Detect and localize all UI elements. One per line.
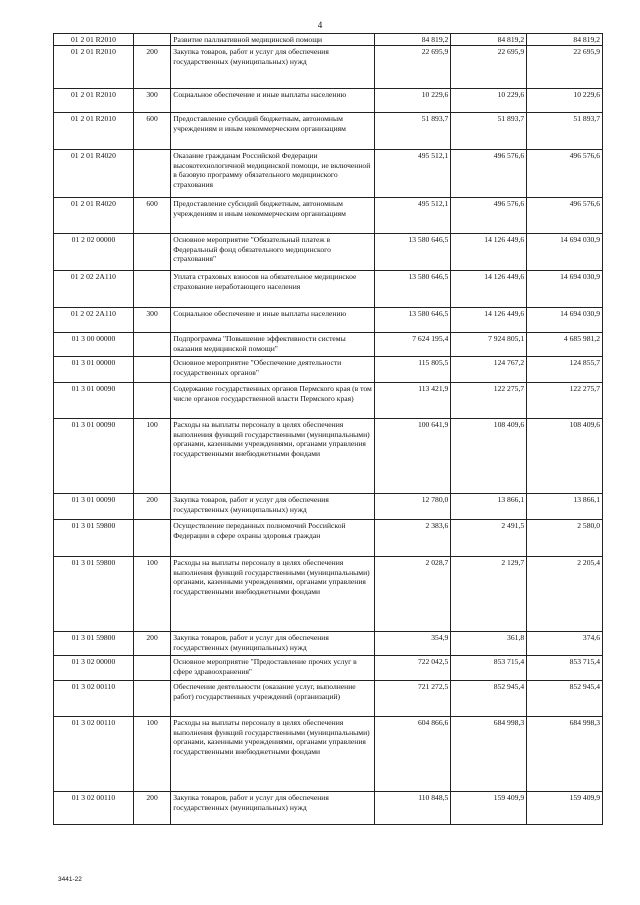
row-amount-2: 122 275,7 (451, 383, 527, 419)
row-code: 01 3 02 00110 (54, 681, 134, 717)
row-amount-2: 10 229,6 (451, 89, 527, 113)
row-amount-2: 124 767,2 (451, 357, 527, 383)
row-code: 01 3 02 00110 (54, 792, 134, 825)
row-name: Закупка товаров, работ и услуг для обеспечения государственных (муниципальных) нужд (171, 46, 375, 89)
table-row (54, 333, 603, 357)
table-row (54, 271, 603, 308)
row-amount-3: 853 715,4 (527, 656, 603, 681)
row-amount-2: 13 866,1 (451, 494, 527, 520)
row-name: Социальное обеспечение и иные выплаты населению (171, 89, 375, 113)
row-expense-type: 600 (133, 198, 170, 234)
row-amount-3: 496 576,6 (527, 198, 603, 234)
row-code: 01 3 01 00000 (54, 357, 134, 383)
row-expense-type (133, 681, 170, 717)
row-amount-1: 354,9 (375, 632, 451, 656)
row-amount-2: 852 945,4 (451, 681, 527, 717)
row-amount-3: 13 866,1 (527, 494, 603, 520)
row-amount-2: 84 819,2 (451, 34, 527, 46)
row-expense-type (133, 656, 170, 681)
row-amount-1: 7 624 195,4 (375, 333, 451, 357)
row-amount-2: 14 126 449,6 (451, 308, 527, 333)
row-code: 01 3 01 59800 (54, 520, 134, 557)
row-code: 01 3 01 59800 (54, 632, 134, 656)
table-row (54, 632, 603, 656)
row-name: Расходы на выплаты персоналу в целях обеспечения выполнения функций государственными (муниципальными) органами, казенными учреждениями, органами управления государственными внебюджетными фондами (171, 557, 375, 632)
row-expense-type: 100 (133, 419, 170, 494)
row-amount-3: 2 205,4 (527, 557, 603, 632)
row-amount-3: 374,6 (527, 632, 603, 656)
row-name: Основное мероприятие "Предоставление прочих услуг в сфере здравоохранения" (171, 656, 375, 681)
row-amount-3: 84 819,2 (527, 34, 603, 46)
row-code: 01 3 02 00000 (54, 656, 134, 681)
row-code: 01 3 02 00110 (54, 717, 134, 792)
table-row (54, 419, 603, 494)
table-row (54, 520, 603, 557)
row-amount-1: 12 780,0 (375, 494, 451, 520)
row-amount-3: 4 685 981,2 (527, 333, 603, 357)
row-code: 01 2 01 R2010 (54, 89, 134, 113)
row-amount-1: 115 805,5 (375, 357, 451, 383)
table-row (54, 198, 603, 234)
row-code: 01 2 02 2А110 (54, 271, 134, 308)
row-expense-type: 300 (133, 89, 170, 113)
row-expense-type: 200 (133, 494, 170, 520)
row-amount-3: 852 945,4 (527, 681, 603, 717)
row-name: Оказание гражданам Российской Федерации высокотехнологичной медицинской помощи, не включенной в базовую программу обязательного медицинского страхования (171, 150, 375, 198)
row-amount-2: 361,8 (451, 632, 527, 656)
row-code: 01 3 01 00090 (54, 494, 134, 520)
table-row (54, 46, 603, 89)
budget-table-body (54, 34, 603, 825)
table-row (54, 717, 603, 792)
table-row (54, 656, 603, 681)
row-amount-2: 2 491,5 (451, 520, 527, 557)
row-amount-1: 113 421,9 (375, 383, 451, 419)
row-name: Предоставление субсидий бюджетным, автономным учреждениям и иным некоммерческим организациям (171, 198, 375, 234)
row-amount-3: 10 229,6 (527, 89, 603, 113)
row-amount-1: 110 848,5 (375, 792, 451, 825)
row-amount-3: 122 275,7 (527, 383, 603, 419)
row-amount-3: 159 409,9 (527, 792, 603, 825)
row-amount-2: 159 409,9 (451, 792, 527, 825)
row-amount-3: 2 580,0 (527, 520, 603, 557)
row-expense-type: 200 (133, 632, 170, 656)
row-code: 01 2 02 2А110 (54, 308, 134, 333)
row-expense-type: 300 (133, 308, 170, 333)
row-expense-type (133, 520, 170, 557)
row-code: 01 2 01 R4020 (54, 198, 134, 234)
row-expense-type (133, 234, 170, 271)
row-amount-2: 22 695,9 (451, 46, 527, 89)
row-amount-1: 10 229,6 (375, 89, 451, 113)
row-expense-type (133, 383, 170, 419)
row-amount-3: 684 998,3 (527, 717, 603, 792)
row-expense-type: 100 (133, 557, 170, 632)
row-amount-2: 108 409,6 (451, 419, 527, 494)
row-name: Социальное обеспечение и иные выплаты населению (171, 308, 375, 333)
row-amount-2: 496 576,6 (451, 198, 527, 234)
row-amount-3: 14 694 030,9 (527, 308, 603, 333)
budget-table (53, 33, 603, 825)
row-amount-3: 14 694 030,9 (527, 234, 603, 271)
row-amount-2: 14 126 449,6 (451, 234, 527, 271)
row-name: Подпрограмма "Повышение эффективности системы оказания медицинской помощи" (171, 333, 375, 357)
table-row (54, 681, 603, 717)
row-amount-1: 604 866,6 (375, 717, 451, 792)
row-name: Закупка товаров, работ и услуг для обеспечения государственных (муниципальных) нужд (171, 792, 375, 825)
row-name: Осуществление переданных полномочий Российской Федерации в сфере охраны здоровья граждан (171, 520, 375, 557)
row-amount-1: 13 580 646,5 (375, 234, 451, 271)
row-code: 01 3 01 59800 (54, 557, 134, 632)
table-row (54, 308, 603, 333)
table-row (54, 557, 603, 632)
row-amount-3: 496 576,6 (527, 150, 603, 198)
row-amount-1: 51 893,7 (375, 113, 451, 150)
row-amount-1: 13 580 646,5 (375, 308, 451, 333)
row-code: 01 3 01 00090 (54, 383, 134, 419)
row-amount-1: 2 383,6 (375, 520, 451, 557)
row-amount-3: 51 893,7 (527, 113, 603, 150)
table-row (54, 383, 603, 419)
row-name: Основное мероприятие "Обязательный платеж в Федеральный фонд обязательного медицинского страхования" (171, 234, 375, 271)
row-amount-1: 100 641,9 (375, 419, 451, 494)
row-amount-3: 108 409,6 (527, 419, 603, 494)
row-name: Предоставление субсидий бюджетным, автономным учреждениям и иным некоммерческим организациям (171, 113, 375, 150)
row-expense-type (133, 150, 170, 198)
row-code: 01 2 01 R4020 (54, 150, 134, 198)
row-amount-2: 684 998,3 (451, 717, 527, 792)
row-name: Расходы на выплаты персоналу в целях обеспечения выполнения функций государственными (муниципальными) органами, казенными учреждениями, органами управления государственными внебюджетными фондами (171, 717, 375, 792)
table-row (54, 113, 603, 150)
row-expense-type: 100 (133, 717, 170, 792)
row-name: Содержание государственных органов Пермского края (в том числе органов государственной власти Пермского края) (171, 383, 375, 419)
row-amount-1: 22 695,9 (375, 46, 451, 89)
row-name: Закупка товаров, работ и услуг для обеспечения государственных (муниципальных) нужд (171, 494, 375, 520)
row-name: Уплата страховых взносов на обязательное медицинское страхование неработающего населения (171, 271, 375, 308)
row-code: 01 3 01 00090 (54, 419, 134, 494)
row-amount-2: 51 893,7 (451, 113, 527, 150)
row-amount-1: 84 819,2 (375, 34, 451, 46)
row-amount-2: 2 129,7 (451, 557, 527, 632)
row-code: 01 3 00 00000 (54, 333, 134, 357)
row-amount-2: 853 715,4 (451, 656, 527, 681)
row-amount-2: 14 126 449,6 (451, 271, 527, 308)
row-name: Основное мероприятие "Обеспечение деятельности государственных органов" (171, 357, 375, 383)
table-row (54, 150, 603, 198)
row-name: Обеспечение деятельности (оказание услуг, выполнение работ) государственных учреждений (организаций) (171, 681, 375, 717)
row-code: 01 2 01 R2010 (54, 34, 134, 46)
row-name: Развитие паллиативной медицинской помощи (171, 34, 375, 46)
page-number: 4 (317, 20, 323, 30)
row-expense-type (133, 34, 170, 46)
table-row (54, 234, 603, 271)
row-code: 01 2 01 R2010 (54, 113, 134, 150)
row-amount-3: 124 855,7 (527, 357, 603, 383)
table-row (54, 792, 603, 825)
row-amount-1: 495 512,1 (375, 198, 451, 234)
row-name: Закупка товаров, работ и услуг для обеспечения государственных (муниципальных) нужд (171, 632, 375, 656)
document-code: 3441-22 (58, 876, 82, 883)
row-amount-1: 722 042,5 (375, 656, 451, 681)
row-expense-type: 600 (133, 113, 170, 150)
row-expense-type: 200 (133, 46, 170, 89)
row-code: 01 2 01 R2010 (54, 46, 134, 89)
row-expense-type (133, 357, 170, 383)
row-amount-2: 7 924 805,1 (451, 333, 527, 357)
row-amount-1: 721 272,5 (375, 681, 451, 717)
row-code: 01 2 02 00000 (54, 234, 134, 271)
row-amount-1: 495 512,1 (375, 150, 451, 198)
row-expense-type: 200 (133, 792, 170, 825)
row-amount-3: 14 694 030,9 (527, 271, 603, 308)
row-amount-3: 22 695,9 (527, 46, 603, 89)
table-row (54, 89, 603, 113)
row-expense-type (133, 271, 170, 308)
table-row (54, 357, 603, 383)
table-row (54, 494, 603, 520)
row-expense-type (133, 333, 170, 357)
row-amount-2: 496 576,6 (451, 150, 527, 198)
row-name: Расходы на выплаты персоналу в целях обеспечения выполнения функций государственными (муниципальными) органами, казенными учреждениями, органами управления государственными внебюджетными фондами (171, 419, 375, 494)
row-amount-1: 2 028,7 (375, 557, 451, 632)
row-amount-1: 13 580 646,5 (375, 271, 451, 308)
table-row (54, 34, 603, 46)
